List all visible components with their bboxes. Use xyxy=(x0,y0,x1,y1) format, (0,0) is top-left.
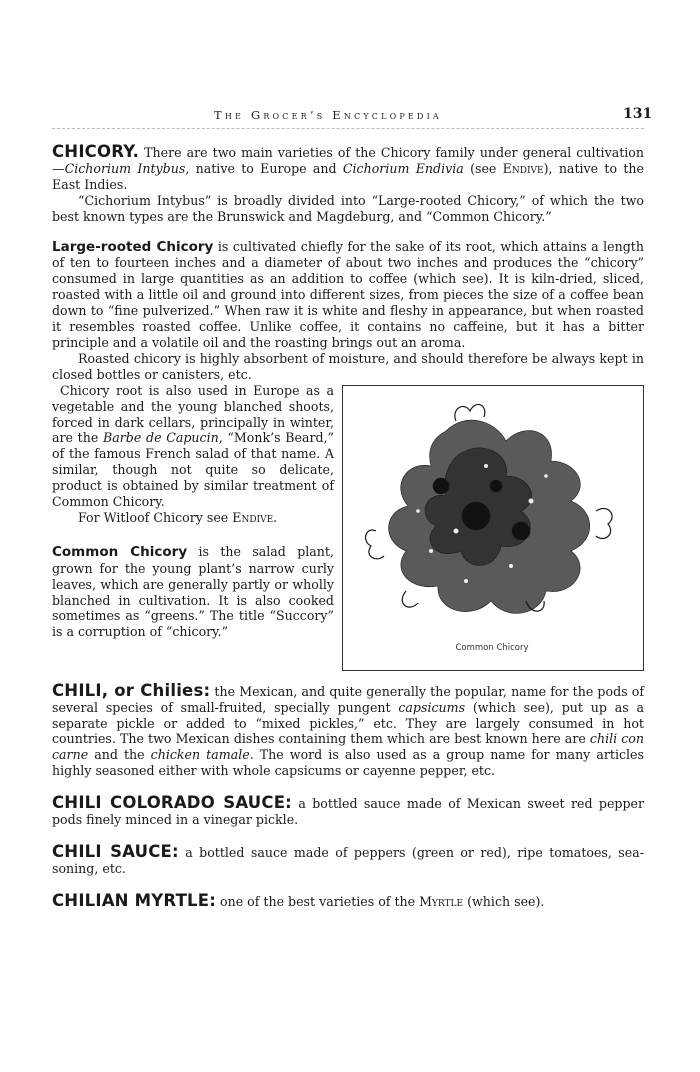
figure-common-chicory xyxy=(342,385,644,671)
chicory-text: ), native to the East Indies. xyxy=(52,160,644,192)
chili-text: the Mexican, and quite generally the popular, name for the pods of several species of small-fruited, specially pungent xyxy=(52,683,644,715)
term-barbe-de-capucin: Barbe de Capucin xyxy=(103,430,219,446)
headword-chili: CHILI, or Chilies: xyxy=(52,680,211,700)
headword-large-rooted-chicory: Large-rooted Chicory xyxy=(52,238,214,255)
large-rooted-text: , “Monk’s Beard,” of the famous French salad of that name. A similar, though not quite so delicate, product is obtained by similar treatment of Common Chicory. xyxy=(52,430,334,510)
page-body xyxy=(52,144,644,910)
cross-ref-endive: Endive xyxy=(232,509,274,525)
headword-chilian-myrtle: CHILIAN MYRTLE: xyxy=(52,890,217,910)
chili-sauce-text: a bottled sauce made of peppers (green or red), ripe tomatoes, seasoning, etc. xyxy=(52,844,644,876)
entry-chili-sauce xyxy=(52,841,644,877)
chicory-paragraph-2: “Cichorium Intybus” is broadly divided into “Large-rooted Chicory,” of which the two best known types are the Brunswick and Magdeburg, and “Common Chicory.” xyxy=(52,192,644,224)
headword-chicory: CHICORY. xyxy=(52,142,140,161)
headword-chili-sauce: CHILI SAUCE: xyxy=(52,841,179,861)
term-capsicums: capsicums xyxy=(398,699,466,715)
chili-text: and the xyxy=(88,747,151,763)
chili-colorado-text: a bottled sauce made of Mexican sweet red pepper pods finely minced in a vinegar pickle. xyxy=(52,796,644,828)
large-rooted-text: is cultivated chiefly for the sake of its root, which attains a length of ten to fourteen inches and a diameter of about two inches and produces the “chicory” consumed in large quantities as an addition to coffee (which see). It is kiln-dried, sliced, roasted with a little oil and ground into different sizes, from pieces the size of a coffee bean down to “fine pulverized.” When raw it is white and fleshy in appearance, but when roasted it resembles roasted coffee. Unlike coffee, it contains no caffeine, but it has a bitter principle and a volatile oil and the roasting brings out an aroma. xyxy=(52,238,644,350)
figure-caption: Common Chicory xyxy=(455,642,529,653)
term-cichorium-endivia: Cichorium Endivia xyxy=(342,160,464,176)
common-chicory-text: is the salad plant, grown for the young plant’s narrow curly leaves, which are generally partly or wholly blanched in cultivation. It is also cooked sometimes as “greens.” The title “Succory” is a corruption of “chicory.” xyxy=(52,543,334,640)
chicory-text: There are two main varieties of the Chicory family under general cultivation— xyxy=(52,145,644,176)
entry-chili xyxy=(52,680,645,779)
chicory-text: (see xyxy=(463,160,503,176)
page-header xyxy=(0,108,700,128)
large-rooted-text: Chicory root is also used in Europe as a vegetable and the young blanched shoots, forced in dark cellars, principally in winter, are the xyxy=(52,382,334,446)
page-number: 131 xyxy=(623,106,653,122)
headword-common-chicory: Common Chicory xyxy=(52,543,188,560)
large-rooted-text: For Witloof Chicory see xyxy=(78,509,233,525)
term-chicken-tamale: chicken tamale xyxy=(150,747,250,763)
chicory-plant-illustration xyxy=(346,391,638,637)
cross-ref-myrtle: Myrtle xyxy=(419,893,464,909)
chilian-myrtle-text: (which see). xyxy=(463,893,545,909)
chilian-myrtle-text: one of the best varieties of the xyxy=(216,893,420,909)
entry-chicory xyxy=(52,144,644,225)
term-chili-con-carne: chili con carne xyxy=(52,731,645,763)
headword-chili-colorado-sauce: CHILI COLORADO SAUCE: xyxy=(52,793,292,813)
large-rooted-paragraph-2: Roasted chicory is highly absorbent of moisture, and should therefore be always kept in closed bottles or canisters, etc. xyxy=(52,350,644,382)
large-rooted-text: . xyxy=(273,509,278,525)
chili-text: . The word is also used as a group name for many articles highly seasoned either with whole capsicums or cayenne pepper, etc. xyxy=(52,747,644,779)
cross-ref-endive: Endive xyxy=(502,160,544,176)
chicory-text: , native to Europe and xyxy=(185,160,343,176)
entry-chilian-myrtle xyxy=(52,890,644,910)
header-rule xyxy=(52,128,644,129)
term-cichorium-intybus: Cichorium Intybus xyxy=(64,160,186,176)
running-head: The Grocer’s Encyclopedia xyxy=(214,108,442,122)
entry-chili-colorado-sauce xyxy=(52,795,644,828)
chili-text: (which see), put up as a separate pickle or added to “mixed pickles,” etc. They are largely consumed in hot countries. The two Mexican dishes containing them which are best known here are xyxy=(52,699,645,747)
